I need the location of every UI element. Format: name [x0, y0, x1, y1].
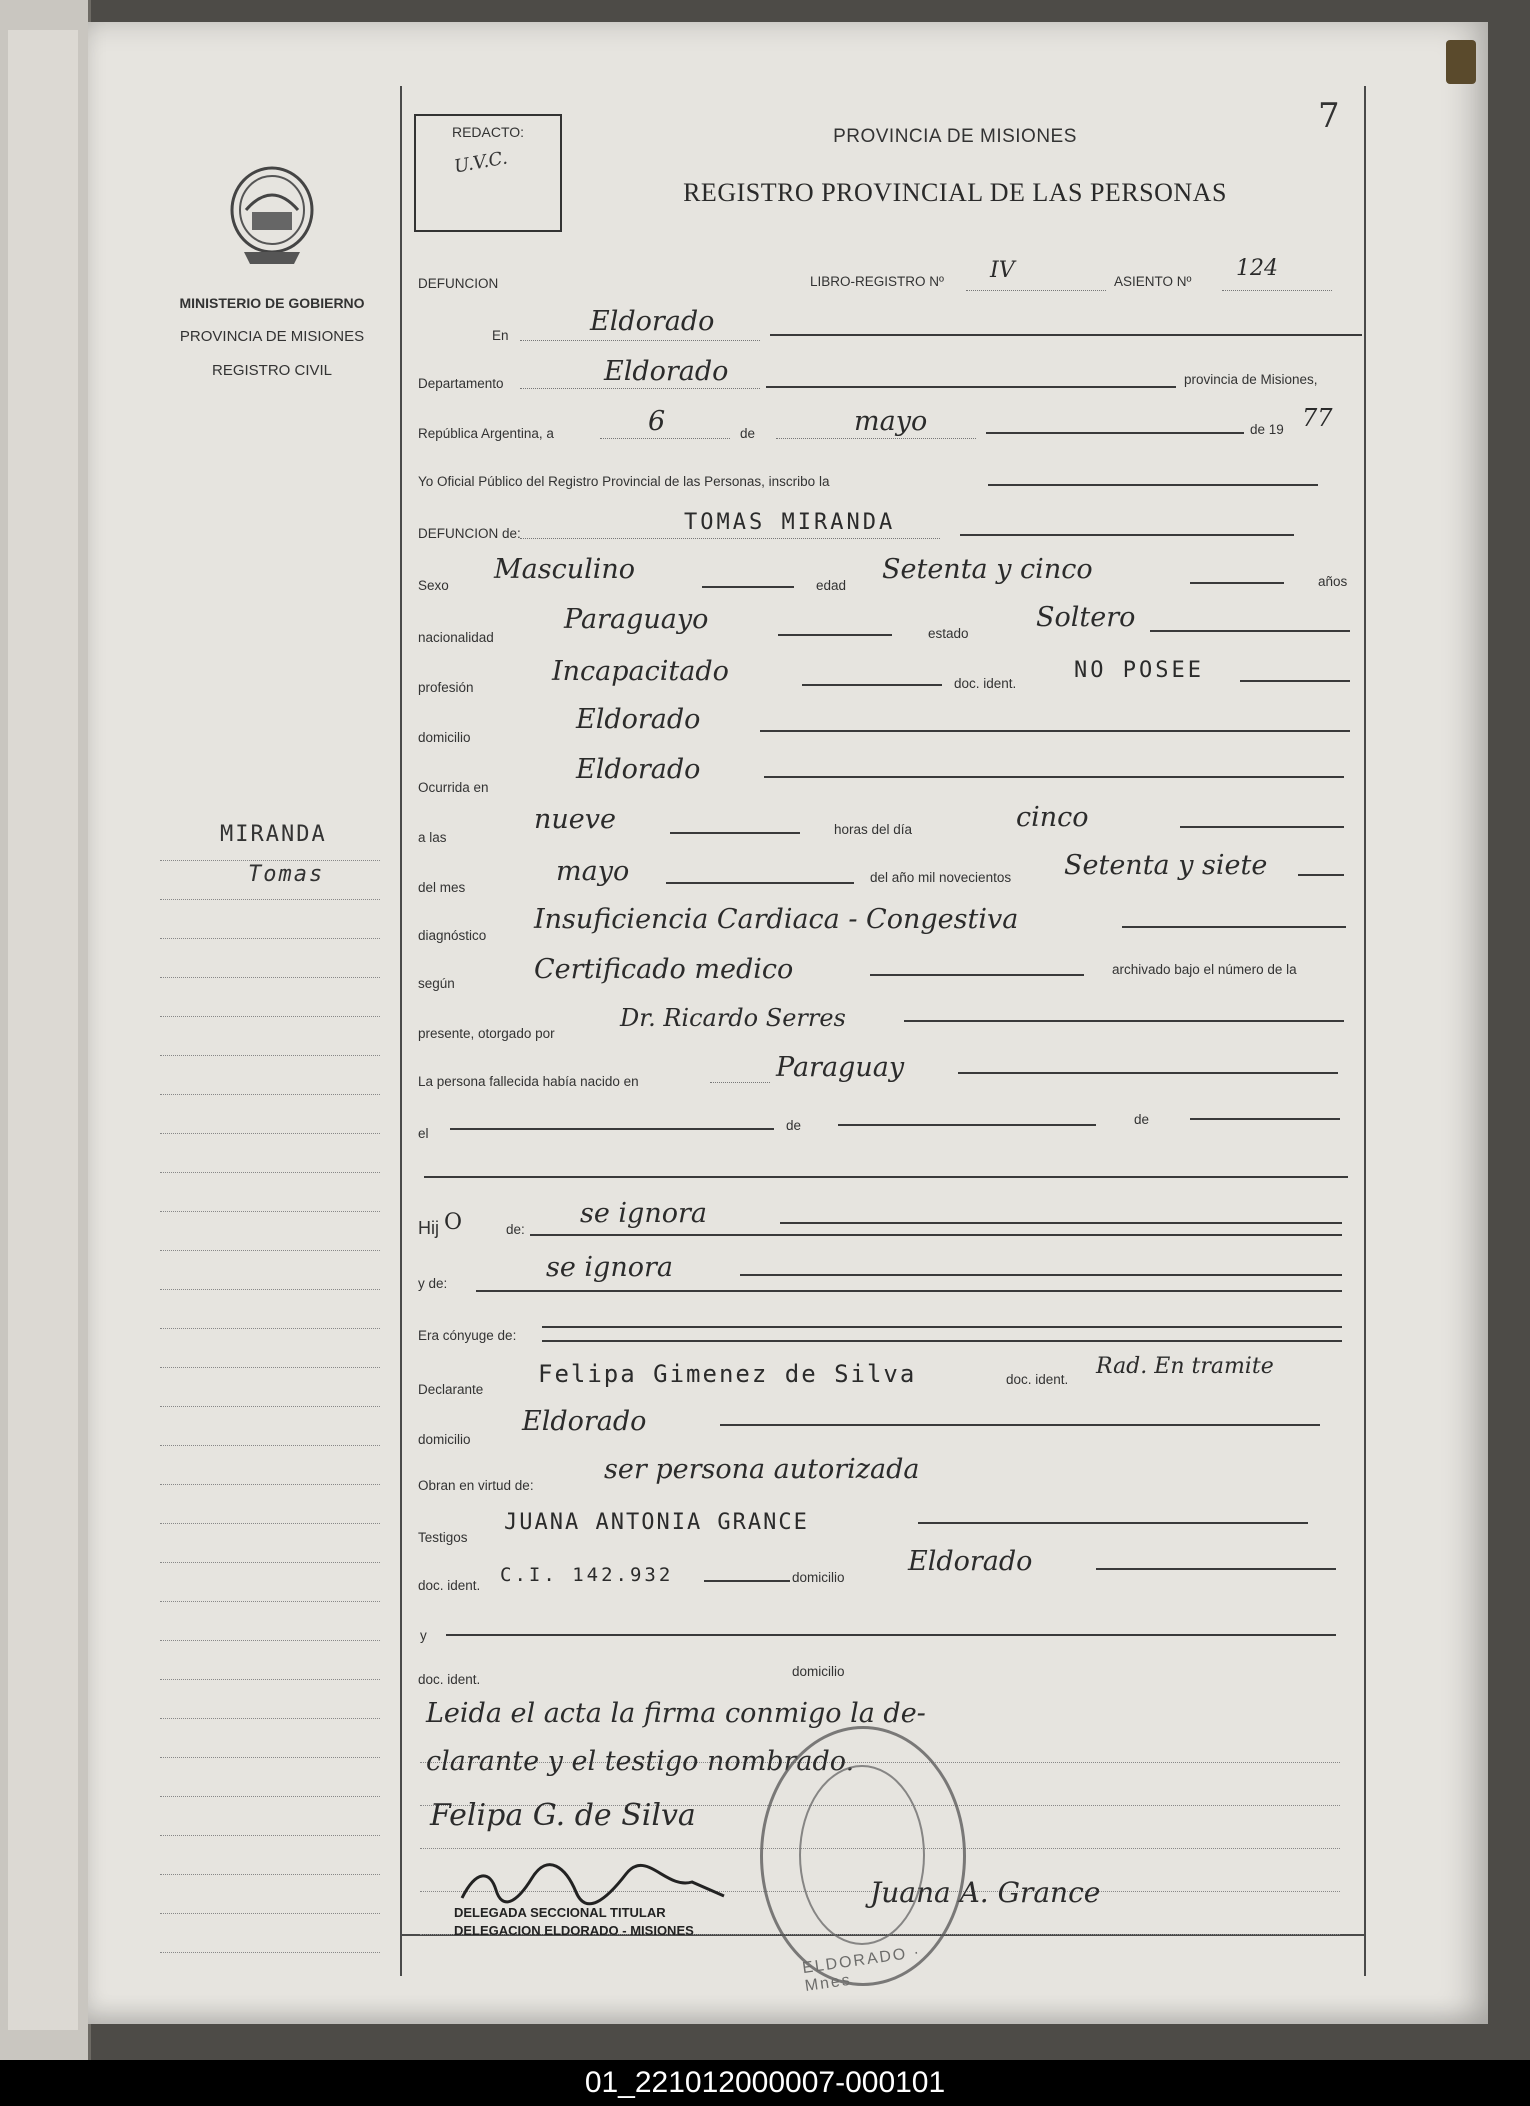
libro-label: LIBRO-REGISTRO Nº — [810, 274, 944, 289]
redacto-label: REDACTO: — [451, 124, 525, 140]
redacto-box — [414, 114, 562, 232]
y-line — [446, 1634, 1336, 1636]
conyuge-label: Era cónyuge de: — [418, 1328, 517, 1343]
sidebar-lines — [160, 860, 380, 1991]
asiento-value: 124 — [1236, 256, 1278, 281]
redacto-value: U.V.C. — [452, 147, 510, 178]
stamp-text: ELDORADO · Mnes — [801, 1943, 923, 1995]
sidebar-line — [160, 1172, 380, 1173]
declarante-domicilio-value: Eldorado — [522, 1406, 647, 1437]
declarante-value: Felipa Gimenez de Silva — [538, 1360, 917, 1388]
defuncion-de-label: DEFUNCION de: — [418, 526, 521, 541]
profesion-label: profesión — [418, 680, 474, 695]
oficial-line — [988, 484, 1318, 486]
conyuge-line — [542, 1340, 1342, 1342]
doc-ident2-label: doc. ident. — [418, 1672, 481, 1687]
deceased-name: TOMAS MIRANDA — [684, 510, 896, 535]
sidebar-line — [160, 1328, 380, 1329]
del-mes-value: mayo — [556, 856, 630, 887]
sidebar-line — [160, 1211, 380, 1212]
y-de-line2 — [740, 1274, 1342, 1276]
sidebar-line — [160, 1679, 380, 1680]
segun-label: según — [418, 976, 455, 991]
sidebar-line — [160, 1796, 380, 1797]
testigos-label: Testigos — [418, 1530, 468, 1545]
declarante-doc-value: Rad. En tramite — [1096, 1354, 1274, 1379]
y-de-label: y de: — [418, 1276, 448, 1291]
del-ano-value: Setenta y siete — [1064, 850, 1268, 881]
hijo-de-value: se ignora — [580, 1198, 707, 1229]
estado-value: Soltero — [1036, 602, 1136, 633]
el-label: el — [418, 1126, 429, 1141]
libro-value: IV — [990, 258, 1015, 283]
sidebar-line — [160, 1601, 380, 1602]
anos-label: años — [1318, 574, 1348, 589]
del-ano-line — [1298, 874, 1344, 876]
segun-value: Certificado medico — [534, 954, 794, 985]
sidebar-line — [160, 1289, 380, 1290]
nacido-dotline — [710, 1082, 770, 1083]
sexo-label: Sexo — [418, 578, 449, 593]
domicilio-value: Eldorado — [576, 704, 701, 735]
ministry-block — [150, 286, 394, 388]
testigo-doc-value: C.I. 142.932 — [500, 1564, 674, 1586]
declarante-label: Declarante — [418, 1382, 484, 1397]
testigo-domicilio-line — [1096, 1568, 1336, 1570]
edad-value: Setenta y cinco — [882, 554, 1093, 585]
oficial-text: Yo Oficial Público del Registro Provincial de las Personas, inscribo la — [418, 474, 830, 489]
sidebar-line — [160, 1562, 380, 1563]
archivado-label: archivado bajo el número de la — [1112, 962, 1297, 977]
ministry-name: MINISTERIO DE GOBIERNO — [179, 295, 365, 311]
stamp-inner-ring — [799, 1765, 925, 1945]
book-left-page-inner — [8, 30, 78, 2030]
doc-ident-value: NO POSEE — [1074, 658, 1204, 683]
blank-line — [424, 1176, 1348, 1178]
year-value: 77 — [1302, 404, 1333, 432]
presente-label: presente, otorgado por — [418, 1026, 555, 1041]
de-label: de — [740, 426, 756, 441]
declarante-domicilio-line — [720, 1424, 1320, 1426]
hijo-suffix: O — [444, 1210, 463, 1235]
republica-label: República Argentina, a — [418, 426, 554, 441]
diagnostico-line — [1122, 926, 1346, 928]
sidebar-line — [160, 899, 380, 900]
obran-label: Obran en virtud de: — [418, 1478, 534, 1493]
official-signature-icon — [456, 1860, 736, 1910]
y-de-value: se ignora — [546, 1252, 673, 1283]
sidebar-line — [160, 1835, 380, 1836]
de2-label: de — [1134, 1112, 1150, 1127]
note-line-2: clarante y el testigo nombrado. — [426, 1746, 855, 1777]
sidebar-line — [160, 1718, 380, 1719]
sidebar-line — [160, 1250, 380, 1251]
presente-line — [904, 1020, 1344, 1022]
sidebar-line — [160, 1445, 380, 1446]
note-line-1: Leida el acta la firma conmigo la de- — [426, 1698, 926, 1729]
sidebar-surname: MIRANDA — [220, 822, 327, 847]
en-label: En — [492, 328, 509, 343]
month-line — [986, 432, 1244, 434]
del-mes-line — [666, 882, 854, 884]
en-line — [770, 334, 1362, 336]
official-stamp-line2: DELEGACION ELDORADO - MISIONES — [454, 1923, 694, 1938]
sidebar-line — [160, 1055, 380, 1056]
testigo-doc-line — [704, 1580, 790, 1582]
asiento-dotline — [1222, 290, 1332, 291]
official-stamp-text — [454, 1904, 694, 1940]
domicilio2-label: domicilio — [792, 1664, 845, 1679]
book-left-page — [0, 0, 91, 2060]
hijo-label: Hij — [418, 1218, 439, 1238]
sidebar-line — [160, 1016, 380, 1017]
sidebar-line — [160, 1484, 380, 1485]
edad-line — [1190, 582, 1284, 584]
departamento-label: Departamento — [418, 376, 504, 391]
sidebar-line — [160, 938, 380, 939]
obran-value: ser persona autorizada — [604, 1454, 920, 1485]
nacionalidad-label: nacionalidad — [418, 630, 494, 645]
de2-line — [1190, 1118, 1340, 1120]
a-las-label: a las — [418, 830, 447, 845]
sexo-value: Masculino — [494, 554, 636, 585]
hijo-de-label: de: — [506, 1222, 525, 1237]
day-value: 6 — [648, 406, 666, 437]
ocurrida-label: Ocurrida en — [418, 780, 489, 795]
note-line-3-signature: Felipa G. de Silva — [430, 1798, 696, 1833]
declarante-doc-label: doc. ident. — [1006, 1372, 1069, 1387]
defuncion-label: DEFUNCION — [418, 276, 499, 291]
official-stamp-line1: DELEGADA SECCIONAL TITULAR — [454, 1905, 666, 1920]
sidebar-line — [160, 1874, 380, 1875]
coat-of-arms-seal-icon — [224, 160, 320, 268]
year-label: de 19 — [1250, 422, 1284, 437]
sidebar-line — [160, 1913, 380, 1914]
ocurrida-value: Eldorado — [576, 754, 701, 785]
month-value: mayo — [854, 406, 928, 437]
testigos-value: JUANA ANTONIA GRANCE — [504, 1510, 809, 1535]
deceased-line — [960, 534, 1294, 536]
sidebar-line — [160, 1406, 380, 1407]
el-line — [450, 1128, 774, 1130]
departamento-value: Eldorado — [604, 356, 729, 387]
sidebar-line — [160, 1757, 380, 1758]
y-de-line — [476, 1290, 1342, 1292]
libro-dotline — [966, 290, 1106, 291]
horas-label: horas del día — [834, 822, 913, 837]
domicilio-label: domicilio — [418, 730, 471, 745]
testigo-domicilio-value: Eldorado — [908, 1546, 1033, 1577]
sidebar-line — [160, 1094, 380, 1095]
nacido-label: La persona fallecida había nacido en — [418, 1074, 639, 1089]
conyuge-line2 — [542, 1326, 1342, 1328]
provincia-suffix: provincia de Misiones, — [1184, 372, 1318, 387]
sidebar-given-name: Tomas — [248, 862, 325, 887]
y-label: y — [420, 1628, 427, 1643]
month-dotline — [776, 438, 976, 439]
departamento-line — [766, 386, 1176, 388]
declarante-domicilio-label: domicilio — [418, 1432, 471, 1447]
edad-label: edad — [816, 578, 847, 593]
a-las-line — [670, 832, 800, 834]
sidebar-line — [160, 1952, 380, 1953]
page-number: 7 — [1318, 96, 1340, 136]
horas-line — [1180, 826, 1344, 828]
en-value: Eldorado — [590, 306, 715, 337]
domicilio-line — [760, 730, 1350, 732]
testigo-domicilio-label: domicilio — [792, 1570, 845, 1585]
ministry-registry: REGISTRO CIVIL — [211, 362, 333, 379]
de1-label: de — [786, 1118, 802, 1133]
deceased-dotline — [520, 538, 940, 539]
registry-title: REGISTRO PROVINCIAL DE LAS PERSONAS — [683, 178, 1227, 207]
official-round-stamp — [760, 1726, 966, 1995]
nacido-value: Paraguay — [776, 1052, 905, 1083]
doc-ident-line — [1240, 680, 1350, 682]
image-caption: 01_221012000007-000101 — [0, 2060, 1530, 2106]
ministry-province: PROVINCIA DE MISIONES — [179, 328, 365, 345]
de1-line — [838, 1124, 1096, 1126]
departamento-dotline — [520, 388, 760, 389]
doc-ident-label: doc. ident. — [954, 676, 1017, 691]
estado-label: estado — [928, 626, 969, 641]
sidebar-line — [160, 860, 380, 861]
province-heading: PROVINCIA DE MISIONES — [833, 126, 1077, 147]
diagnostico-value: Insuficiencia Cardiaca - Congestiva — [534, 904, 1019, 935]
nacionalidad-value: Paraguayo — [564, 604, 709, 635]
day-dotline — [600, 438, 730, 439]
horas-value: cinco — [1016, 802, 1089, 833]
witness-signature: Juana A. Grance — [870, 1876, 1101, 1909]
presente-value: Dr. Ricardo Serres — [620, 1004, 846, 1032]
segun-line — [870, 974, 1084, 976]
testigo-doc-label: doc. ident. — [418, 1578, 481, 1593]
del-ano-label: del año mil novecientos — [870, 870, 1012, 885]
binding-clip — [1446, 40, 1476, 84]
ocurrida-line — [764, 776, 1344, 778]
hijo-de-line — [530, 1234, 1342, 1236]
sidebar-line — [160, 1133, 380, 1134]
en-dotline — [520, 340, 760, 341]
sidebar-line — [160, 1367, 380, 1368]
profesion-line — [802, 684, 942, 686]
hijo-de-line2 — [780, 1222, 1342, 1224]
sexo-line — [702, 586, 794, 588]
del-mes-label: del mes — [418, 880, 466, 895]
sidebar-line — [160, 1523, 380, 1524]
profesion-value: Incapacitado — [552, 656, 729, 687]
sidebar-line — [160, 977, 380, 978]
nacido-line — [958, 1072, 1338, 1074]
sidebar-line — [160, 1640, 380, 1641]
a-las-value: nueve — [534, 804, 616, 835]
testigos-line — [918, 1522, 1308, 1524]
asiento-label: ASIENTO Nº — [1114, 274, 1192, 289]
estado-line — [1150, 630, 1350, 632]
nacionalidad-line — [778, 634, 892, 636]
diagnostico-label: diagnóstico — [418, 928, 487, 943]
